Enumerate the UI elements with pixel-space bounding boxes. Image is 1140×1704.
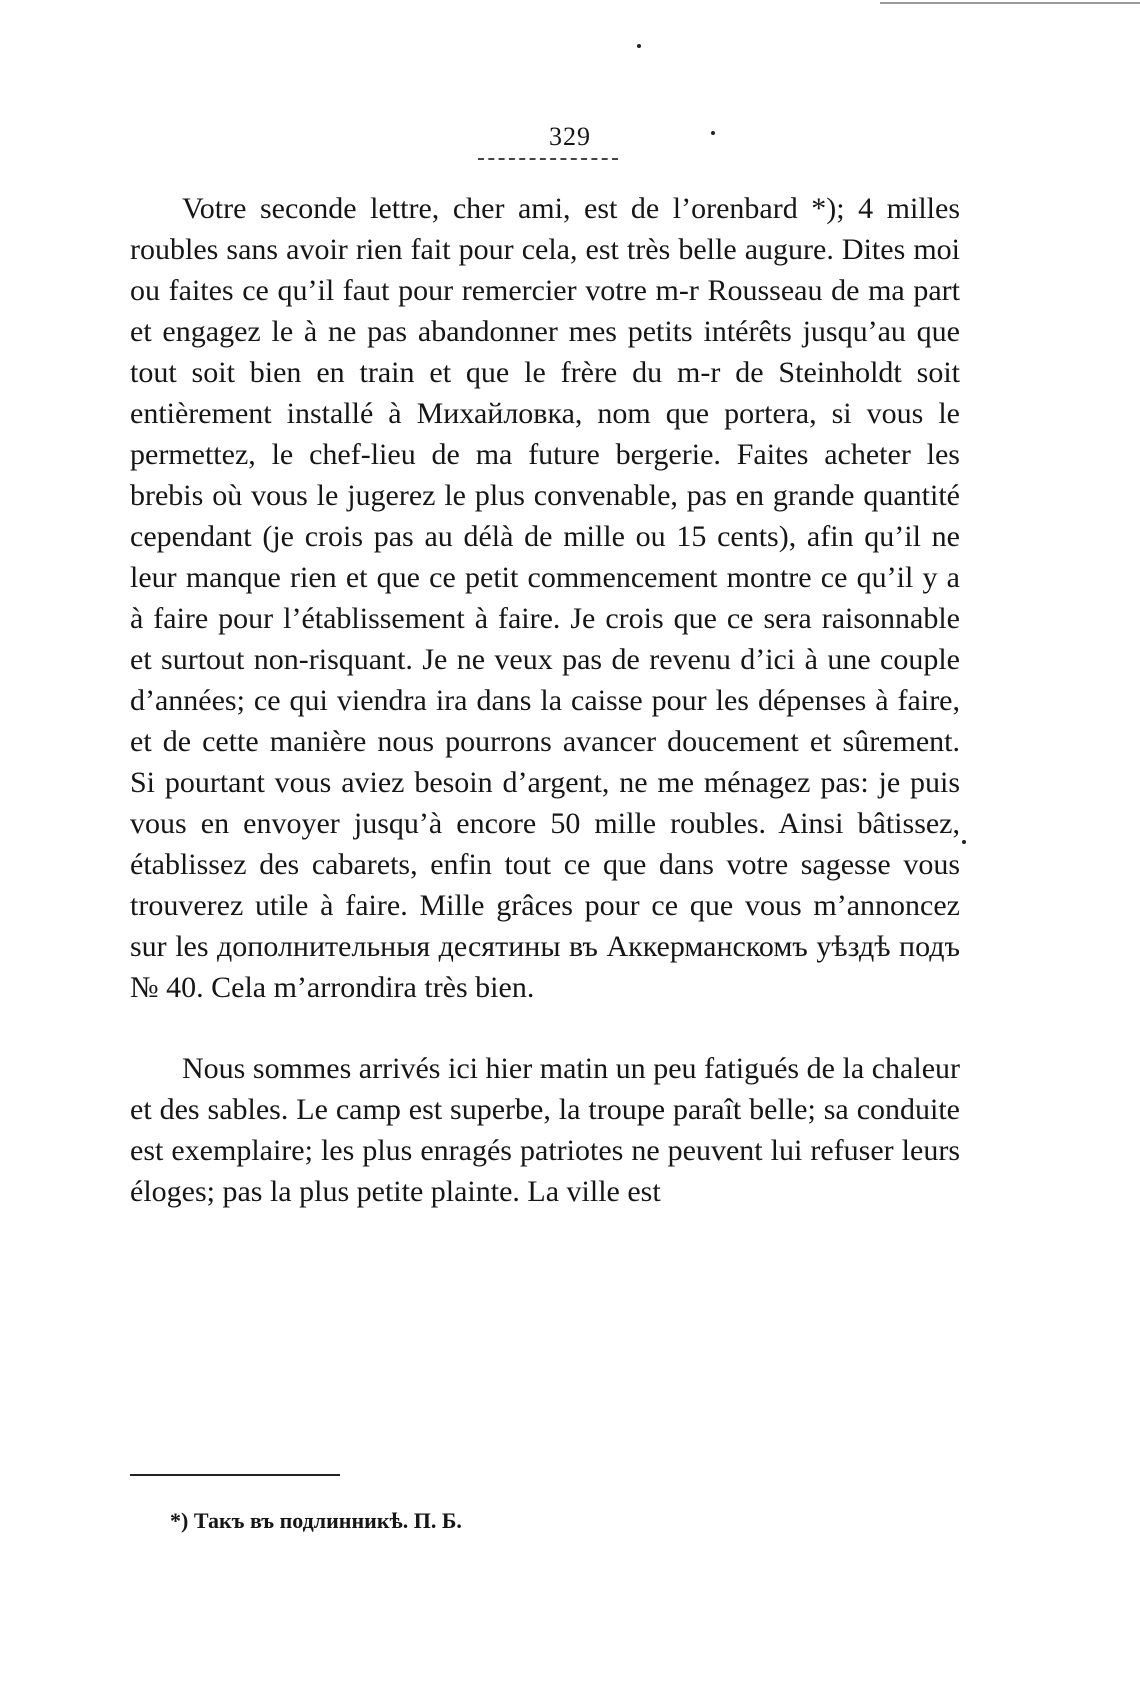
paragraph-letter: Votre seconde lettre, cher ami, est de l’orenbard *); 4 milles roubles sans avoir rien fait pour cela, est très belle augure. Dites moi ou faites ce qu’il faut pour remercier votre m-r Rousseau de ma part et engagez le à ne pas abandonner mes petits intérêts jusqu’au que tout soit bien en train et que le frère du m-r de Steinholdt soit entièrement installé à Михайловка, nom que portera, si vous le permettez, le chef-lieu de ma future bergerie. Faites acheter les brebis où vous le jugerez le plus convenable, pas en grande quantité cependant (je crois pas au délà de mille ou 15 cents), afin qu’il ne leur manque rien et que ce petit commencement montre ce qu’il y a à faire pour l’établissement à faire. Je crois que ce sera raisonnable et surtout non-risquant. Je ne veux pas de revenu d’ici à une couple d’années; ce qui viendra ira dans la caisse pour les dépenses à faire, et de cette manière nous pourrons avancer doucement et sûrement. Si pourtant vous aviez besoin d’argent, ne me ménagez pas: je puis vous en envoyer jusqu’à encore 50 mille roubles. Ainsi bâtissez, établissez des cabarets, enfin tout ce que dans votre sagesse vous trouverez utile à faire. Mille grâces pour ce que vous m’annoncez sur les дополнительныя десятины въ Аккерманскомъ уѣздѣ подъ № 40. Cela m’arrondira très bien. [130, 192, 960, 1004]
scan-speck [711, 131, 715, 135]
footnote-rule [130, 1474, 340, 1476]
page-number: 329 [549, 122, 591, 151]
body-text [130, 188, 960, 1212]
scan-speck [962, 840, 966, 844]
scan-edge-rule [880, 2, 1140, 4]
paragraph-arrival: Nous sommes arrivés ici hier matin un peu fatigués de la chaleur et des sables. Le camp est superbe, la troupe paraît belle; sa conduite est exemplaire; les plus enragés patriotes ne peuvent lui refuser leurs éloges; pas la plus petite plainte. La ville est [130, 1052, 960, 1208]
scan-speck [637, 44, 641, 48]
footnote: *) Такъ въ подлинникѣ. П. Б. [170, 1508, 462, 1533]
page-number-rule [478, 158, 618, 160]
